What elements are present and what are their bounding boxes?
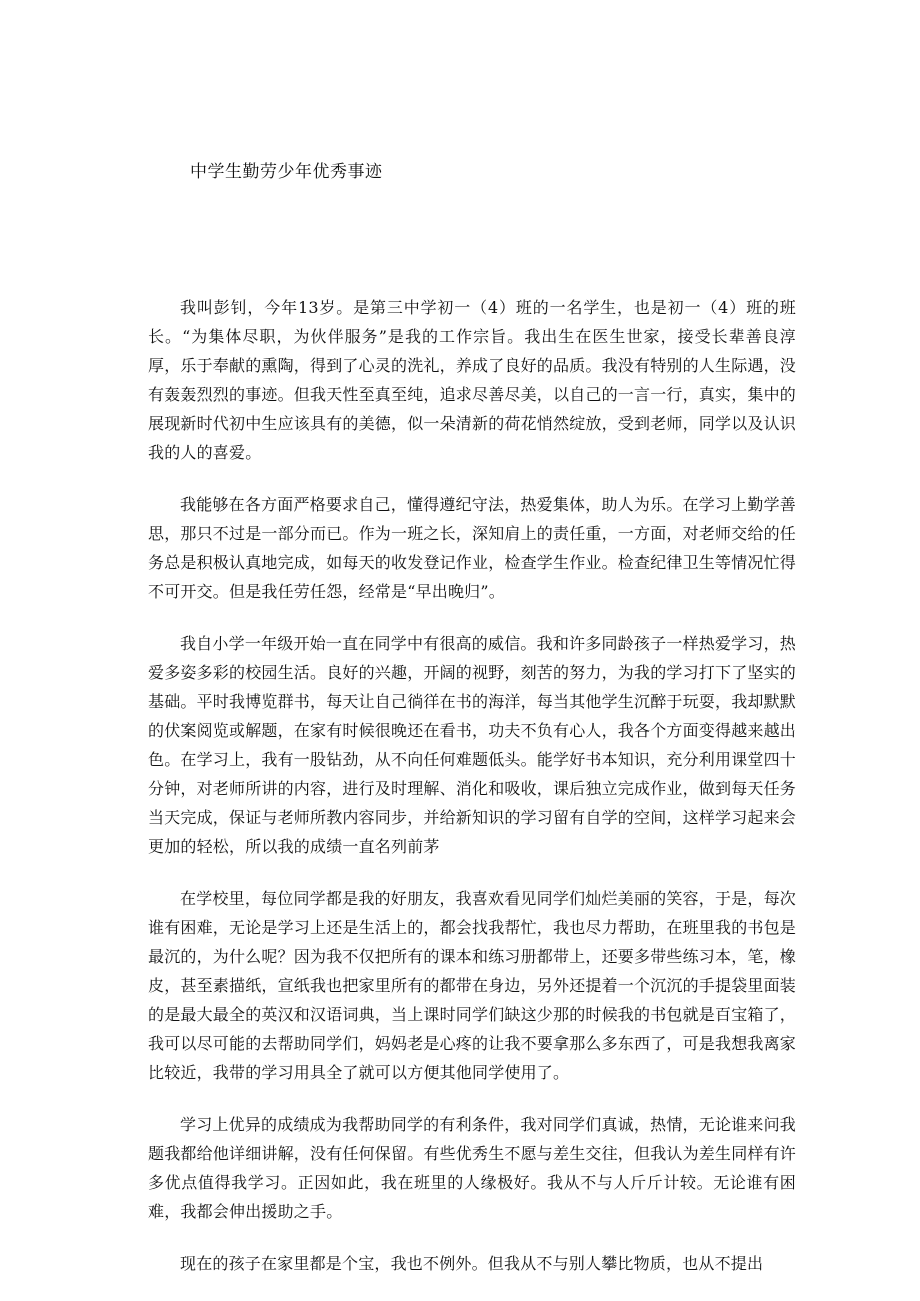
- document-title: 中学生勤劳少年优秀事迹: [190, 162, 383, 182]
- paragraph-3: 我自小学一年级开始一直在同学中有很高的威信。我和许多同龄孩子一样热爱学习，热爱多姿多彩的校园生活。良好的兴趣，开阔的视野，刻苦的努力，为我的学习打下了坚实的基础。平时我博览群书，每天让自己徜徉在书的海洋，每当其他学生沉醉于玩耍，我却默默的伏案阅览或解题，在家有时候很晚还在看书，功夫不负有心人，我各个方面变得越来越出色。在学习上，我有一股钻劲，从不向任何难题低头。能学好书本知识，充分利用课堂四十分钟，对老师所讲的内容，进行及时理解、消化和吸收，课后独立完成作业，做到每天任务当天完成，保证与老师所教内容同步，并给新知识的学习留有自学的空间，这样学习起来会更加的轻松，所以我的成绩一直名列前茅: [148, 634, 797, 856]
- document-body: [148, 293, 796, 1301]
- paragraph-5: 学习上优异的成绩成为我帮助同学的有利条件，我对同学们真诚，热情，无论谁来问我题我都给他详细讲解，没有任何保留。有些优秀生不愿与差生交往，但我认为差生同样有许多优点值得我学习。正因如此，我在班里的人缘极好。我从不与人斤斤计较。无论谁有困难，我都会伸出援助之手。: [148, 1115, 797, 1221]
- paragraph-2: 我能够在各方面严格要求自己，懂得遵纪守法，热爱集体，助人为乐。在学习上勤学善思，那只不过是一部分而已。作为一班之长，深知肩上的责任重，一方面，对老师交给的任务总是积极认真地完成，如每天的收发登记作业，检查学生作业。检查纪律卫生等情况忙得不可开交。但是我任劳任怨，经常是“早出晚归”。: [148, 495, 797, 601]
- paragraph-1: 我叫彭钊，今年13岁。是第三中学初一（4）班的一名学生，也是初一（4）班的班长。“为集体尽职，为伙伴服务”是我的工作宗旨。我出生在医生世家，接受长辈善良淳厚，乐于奉献的熏陶，得到了心灵的洗礼，养成了良好的品质。我没有特别的人生际遇，没有轰轰烈烈的事迹。但我天性至真至纯，追求尽善尽美，以自己的一言一行，真实，集中的展现新时代初中生应该具有的美德，似一朵清新的荷花悄然绽放，受到老师，同学以及认识我的人的喜爱。: [148, 298, 797, 462]
- paragraph-6: 现在的孩子在家里都是个宝，我也不例外。但我从不与别人攀比物质，也从不提出: [180, 1254, 764, 1273]
- paragraph-4: 在学校里，每位同学都是我的好朋友，我喜欢看见同学们灿烂美丽的笑容，于是，每次谁有困难，无论是学习上还是生活上的，都会找我帮忙，我也尽力帮助，在班里我的书包是最沉的，为什么呢？因为我不仅把所有的课本和练习册都带上，还要多带些练习本，笔，橡皮，甚至素描纸，宣纸我也把家里所有的都带在身边，另外还提着一个沉沉的手提袋里面装的是最大最全的英汉和汉语词典，当上课时同学们缺这少那的时候我的书包就是百宝箱了，我可以尽可能的去帮助同学们，妈妈老是心疼的让我不要拿那么多东西了，可是我想我离家比较近，我带的学习用具全了就可以方便其他同学使用了。: [148, 889, 797, 1082]
